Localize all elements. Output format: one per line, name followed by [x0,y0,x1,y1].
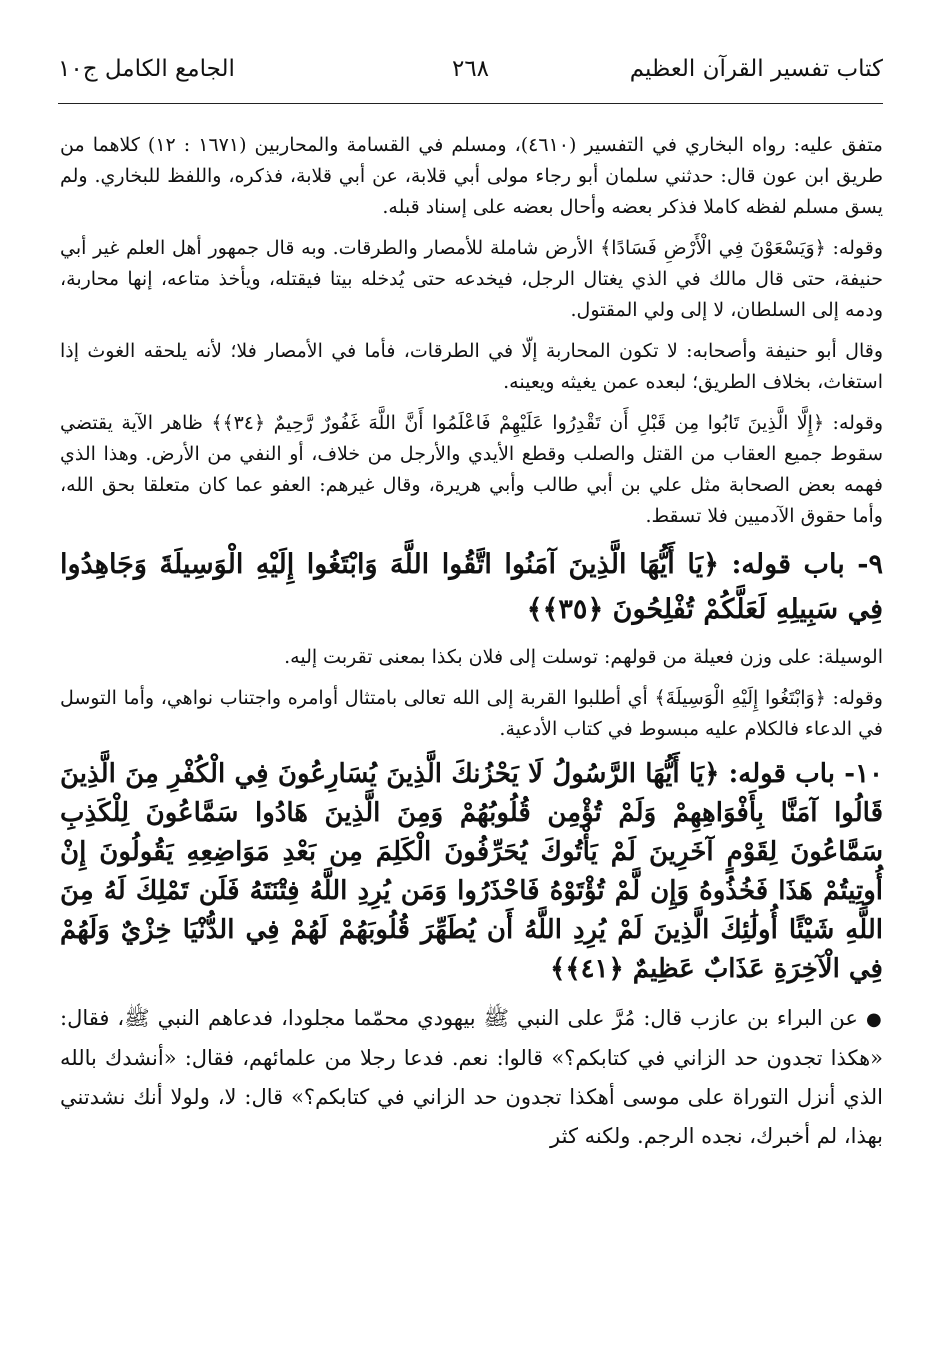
bullet-icon: ● [865,1009,883,1030]
section-10-heading: ١٠- باب قوله: ﴿يَا أَيُّهَا الرَّسُولُ لَا يَحْزُنكَ الَّذِينَ يُسَارِعُونَ فِي الْكُفْرِ مِنَ الَّذِينَ قَالُوا آمَنَّا بِأَفْوَاهِهِمْ وَلَمْ تُؤْمِن قُلُوبُهُمْ وَمِنَ الَّذِينَ هَادُوا سَمَّاعُونَ لِلْكَذِبِ سَمَّاعُونَ لِقَوْمٍ آخَرِينَ لَمْ يَأْتُوكَ يُحَرِّفُونَ الْكَلِمَ مِن بَعْدِ مَوَاضِعِهِ يَقُولُونَ إِنْ أُوتِيتُمْ هَذَا فَخُذُوهُ وَإِن لَّمْ تُؤْتَوْهُ فَاحْذَرُوا وَمَن يُرِدِ اللَّهُ فِتْنَتَهُ فَلَن تَمْلِكَ لَهُ مِنَ اللَّهِ شَيْئًا أُولَٰئِكَ الَّذِينَ لَمْ يُرِدِ اللَّهُ أَن يُطَهِّرَ قُلُوبَهُمْ لَهُمْ فِي الدُّنْيَا خِزْيٌ وَلَهُمْ فِي الْآخِرَةِ عَذَابٌ عَظِيمٌ ﴿٤١﴾﴾ [60,759,883,984]
paragraph-repentance: وقوله: ﴿إِلَّا الَّذِينَ تَابُوا مِن قَبْلِ أَن تَقْدِرُوا عَلَيْهِمْ فَاعْلَمُوا أَنَّ اللَّهَ غَفُورٌ رَّحِيمٌ ﴿٣٤﴾﴾ ظاهر الآية يقتضي سقوط جميع العقاب من القتل والصلب وقطع الأيدي والأرجل من خلاف، أو النفي من الأرض. وهذا الذي فهمه بعض الصحابة مثل علي بن أبي طالب وأبي هريرة، وقال غيرهم: العفو عما كان متعلقا بحق الله، وأما حقوق الآدميين فلا تسقط. [60,412,884,527]
page-number: ٢٦٨ [451,56,490,82]
book-title: كتاب تفسير القرآن العظيم [629,56,883,82]
paragraph-wasila-explanation: وقوله: ﴿وَابْتَغُوا إِلَيْهِ الْوَسِيلَةَ﴾ أي أطلبوا القربة إلى الله تعالى بامتثال أوامره واجتناب نواهي، وأما التوسل في الدعاء فالكلام عليه مبسوط في كتاب الأدعية. [60,687,883,740]
paragraph-wasila-definition: الوسيلة: على وزن فعيلة من قولهم: توسلت إلى فلان بكذا بمعنى تقربت إليه. [284,646,883,668]
hadith-paragraph [60,999,883,1156]
section-9-heading: ٩- باب قوله: ﴿يَا أَيُّهَا الَّذِينَ آمَنُوا اتَّقُوا اللَّهَ وَابْتَغُوا إِلَيْهِ الْوَسِيلَةَ وَجَاهِدُوا فِي سَبِيلِهِ لَعَلَّكُمْ تُفْلِحُونَ ﴿٣٥﴾﴾ [60,549,883,625]
volume-label: الجامع الكامل ج١٠ [58,56,235,82]
header-rule [58,103,883,104]
paragraph-abu-hanifa: وقال أبو حنيفة وأصحابه: لا تكون المحاربة إلّا في الطرقات، فأما في الأمصار فلا؛ لأنه يلحقه الغوث إذا استغاث، بخلاف الطريق؛ لبعده عمن يغيثه ويعينه. [60,340,883,393]
paragraph-takhrij: متفق عليه: رواه البخاري في التفسير (٤٦١٠)، ومسلم في القسامة والمحاربين (١٦٧١ : ١٢) كلاهما من طريق ابن عون قال: حدثني سلمان أبو رجاء مولى أبي قلابة، عن أبي قلابة، فذكره، واللفظ للبخاري. ولم يسق مسلم لفظه كاملا فذكر بعضه وأحال بعضه على إسناد قبله. [60,134,883,218]
hadith-text: عن البراء بن عازب قال: مُرَّ على النبي ﷺ بيهودي محمّما مجلودا، فدعاهم النبي ﷺ، فقال: «هكذا تجدون حد الزاني في كتابكم؟» قالوا: نعم. فدعا رجلا من علمائهم، فقال: «أنشدك بالله الذي أنزل التوراة على موسى أهكذا تجدون حد الزاني في كتابكم؟» قال: لا، ولولا أنك نشدتني بهذا، لم أخبرك، نجده الرجم. ولكنه كثر [60,1006,883,1148]
page-body [60,130,883,1372]
paragraph-land-meaning: وقوله: ﴿وَيَسْعَوْنَ فِي الْأَرْضِ فَسَادًا﴾ الأرض شاملة للأمصار والطرقات. وبه قال جمهور أهل العلم غير أبي حنيفة، حتى قال مالك في الذي يغتال الرجل، فيخدعه حتى يُدخله بيتا فيقتله، ويأخذ متاعه، إنها محاربة، ودمه إلى السلطان، لا إلى ولي المقتول. [60,237,883,321]
page-header [58,56,883,96]
